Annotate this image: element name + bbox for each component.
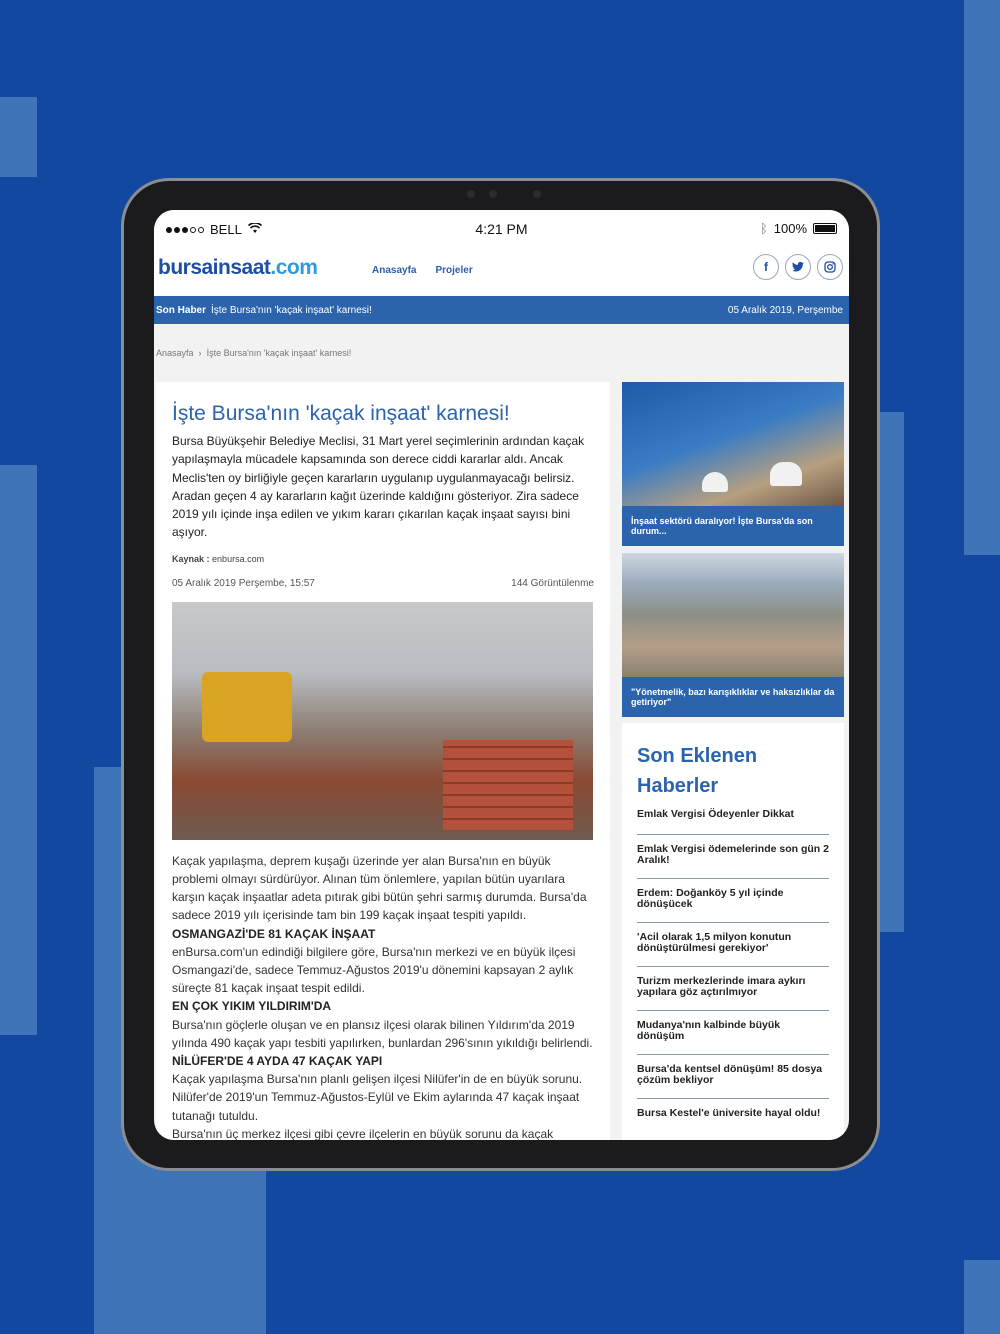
source-label: Kaynak : bbox=[172, 553, 210, 564]
site-logo[interactable]: bursainsaat.com bbox=[158, 256, 318, 279]
status-bar bbox=[154, 210, 849, 248]
article-summary: Bursa Büyükşehir Belediye Meclisi, 31 Mart yerel seçimlerinin ardından kaçak yapılaşmayla mücadele kapsamında son derece ciddi kararlar aldı. Ancak Meclis'ten oy birliğiyle geçen kararların uygulanıp uygulanmayacağı belirsiz. Aradan geçen 4 ay kararların kağıt üzerinde kaldığını gösteriyor. Zira sadece 2019 yılı içinde inşa edilen ve yıkım kararı çıkarılan kaçak inşaat sayısı bini aşıyor. bbox=[172, 434, 585, 540]
nav-projeler[interactable]: Projeler bbox=[435, 265, 473, 276]
twitter-icon[interactable] bbox=[785, 254, 811, 280]
article-date: 05 Aralık 2019 Perşembe, 15:57 bbox=[172, 577, 315, 589]
breadcrumb-current: İşte Bursa'nın 'kaçak inşaat' karnesi! bbox=[206, 348, 352, 358]
article-source bbox=[172, 554, 594, 564]
news-ticker bbox=[154, 296, 849, 324]
side-news-card[interactable] bbox=[622, 553, 844, 717]
breadcrumb bbox=[156, 348, 351, 358]
article-meta bbox=[172, 578, 594, 589]
article-body bbox=[172, 852, 594, 1140]
screen bbox=[154, 210, 849, 1140]
bg-bar bbox=[0, 97, 37, 177]
source-value: enbursa.com bbox=[212, 553, 265, 564]
carrier-label: BELL bbox=[210, 222, 242, 237]
tablet-frame bbox=[121, 178, 880, 1171]
nav-anasayfa[interactable]: Anasayfa bbox=[372, 265, 417, 276]
ticker-date: 05 Aralık 2019, Perşembe bbox=[727, 305, 843, 316]
card-image bbox=[622, 382, 844, 506]
bg-bar bbox=[964, 0, 1000, 555]
battery-label: 100% bbox=[773, 221, 807, 236]
article-paragraph: Kaçak yapılaşma Bursa'nın planlı gelişen ilçesi Nilüfer'in de en büyük sorunu. Nilüfer'de 2019'un Temmuz-Ağustos-Eylül ve Ekim aylarında 47 kaçak inşaat tutanağı tutuldu. bbox=[172, 1072, 583, 1123]
article-paragraph: enBursa.com'un edindiği bilgilere göre, Bursa'nın merkezi ve en büyük ilçesi Osmangazi'de, sadece Temmuz-Ağustos 2019'u dönemini kapsayan 2 aylık süreçte 81 kaçak inşaat tespit edildi. bbox=[172, 944, 576, 996]
list-item[interactable]: 'Acil olarak 1,5 milyon konutun dönüştürülmesi gerekiyor' bbox=[637, 923, 829, 967]
list-item[interactable]: Bursa'da kentsel dönüşüm! 85 dosya çözüm bekliyor bbox=[637, 1055, 829, 1099]
article-image bbox=[172, 602, 593, 840]
bg-bar bbox=[0, 465, 37, 1035]
latest-news bbox=[622, 723, 844, 1140]
social-links bbox=[753, 254, 843, 280]
article-title: İşte Bursa'nın 'kaçak inşaat' karnesi! bbox=[172, 402, 510, 425]
ticker-label: Son Haber bbox=[156, 305, 207, 316]
ticker-headline[interactable]: İşte Bursa'nın 'kaçak inşaat' karnesi! bbox=[211, 305, 372, 316]
article-subheading: NİLÜFER'DE 4 AYDA 47 KAÇAK YAPI bbox=[172, 1054, 383, 1069]
bg-bar bbox=[964, 1260, 1000, 1334]
card-image bbox=[622, 553, 844, 677]
article bbox=[156, 382, 610, 1140]
list-item[interactable]: Emlak Vergisi ödemelerinde son gün 2 Aralık! bbox=[637, 835, 829, 879]
article-paragraph: Bursa'nın üç merkez ilçesi gibi çevre ilçelerin en büyük sorunu da kaçak bbox=[172, 1126, 554, 1140]
article-subheading: EN ÇOK YIKIM YILDIRIM'DA bbox=[172, 999, 332, 1014]
list-item[interactable]: Turizm merkezlerinde imara aykırı yapılara göz açtırılmıyor bbox=[637, 967, 829, 1011]
camera-bar bbox=[441, 187, 561, 201]
list-item[interactable]: Bursa Kestel'e üniversite hayal oldu! bbox=[637, 1107, 821, 1119]
facebook-icon[interactable]: f bbox=[753, 254, 779, 280]
bluetooth-icon: ᛒ bbox=[759, 221, 768, 236]
article-subheading: OSMANGAZİ'DE 81 KAÇAK İNŞAAT bbox=[172, 926, 376, 941]
breadcrumb-separator: › bbox=[198, 348, 202, 358]
site-header bbox=[154, 248, 849, 296]
battery-icon bbox=[813, 223, 837, 234]
side-news-card[interactable] bbox=[622, 382, 844, 546]
instagram-icon[interactable] bbox=[817, 254, 843, 280]
clock: 4:21 PM bbox=[475, 221, 528, 237]
bg-bar bbox=[880, 412, 904, 932]
list-item[interactable]: Erdem: Doğanköy 5 yıl içinde dönüşücek bbox=[637, 879, 829, 923]
breadcrumb-home[interactable]: Anasayfa bbox=[156, 348, 194, 358]
list-item[interactable]: Emlak Vergisi Ödeyenler Dikkat bbox=[637, 809, 829, 835]
article-views: 144 Görüntülenme bbox=[511, 577, 594, 589]
latest-news-title: Son Eklenen Haberler bbox=[637, 745, 758, 797]
list-item[interactable]: Mudanya'nın kalbinde büyük dönüşüm bbox=[637, 1011, 829, 1055]
card-caption: İnşaat sektörü daralıyor! İşte Bursa'da son durum... bbox=[622, 506, 844, 546]
main-nav bbox=[372, 265, 473, 276]
article-paragraph: Bursa'nın göçlerle oluşan ve en plansız ilçesi olarak bilinen Yıldırım'da 2019 yılında 490 kaçak yapı tesbiti yapılırken, bunlardan 296'sının yıkıldığı belirlendi. bbox=[172, 1017, 593, 1050]
article-paragraph: Kaçak yapılaşma, deprem kuşağı üzerinde yer alan Bursa'nın en büyük problemi olmayı sürdürüyor. Alınan tüm önlemlere, yapılan bütün uyarılara karşın kaçak inşaatlar adeta pıtırak gibi bütün şehri sarmış durumda. Bursa'da sadece 2019 yılı içerisinde tam bin 199 kaçak inşaat tespiti yapıldı. bbox=[172, 853, 587, 923]
card-caption: "Yönetmelik, bazı karışıklıklar ve haksızlıklar da getiriyor" bbox=[622, 677, 844, 717]
